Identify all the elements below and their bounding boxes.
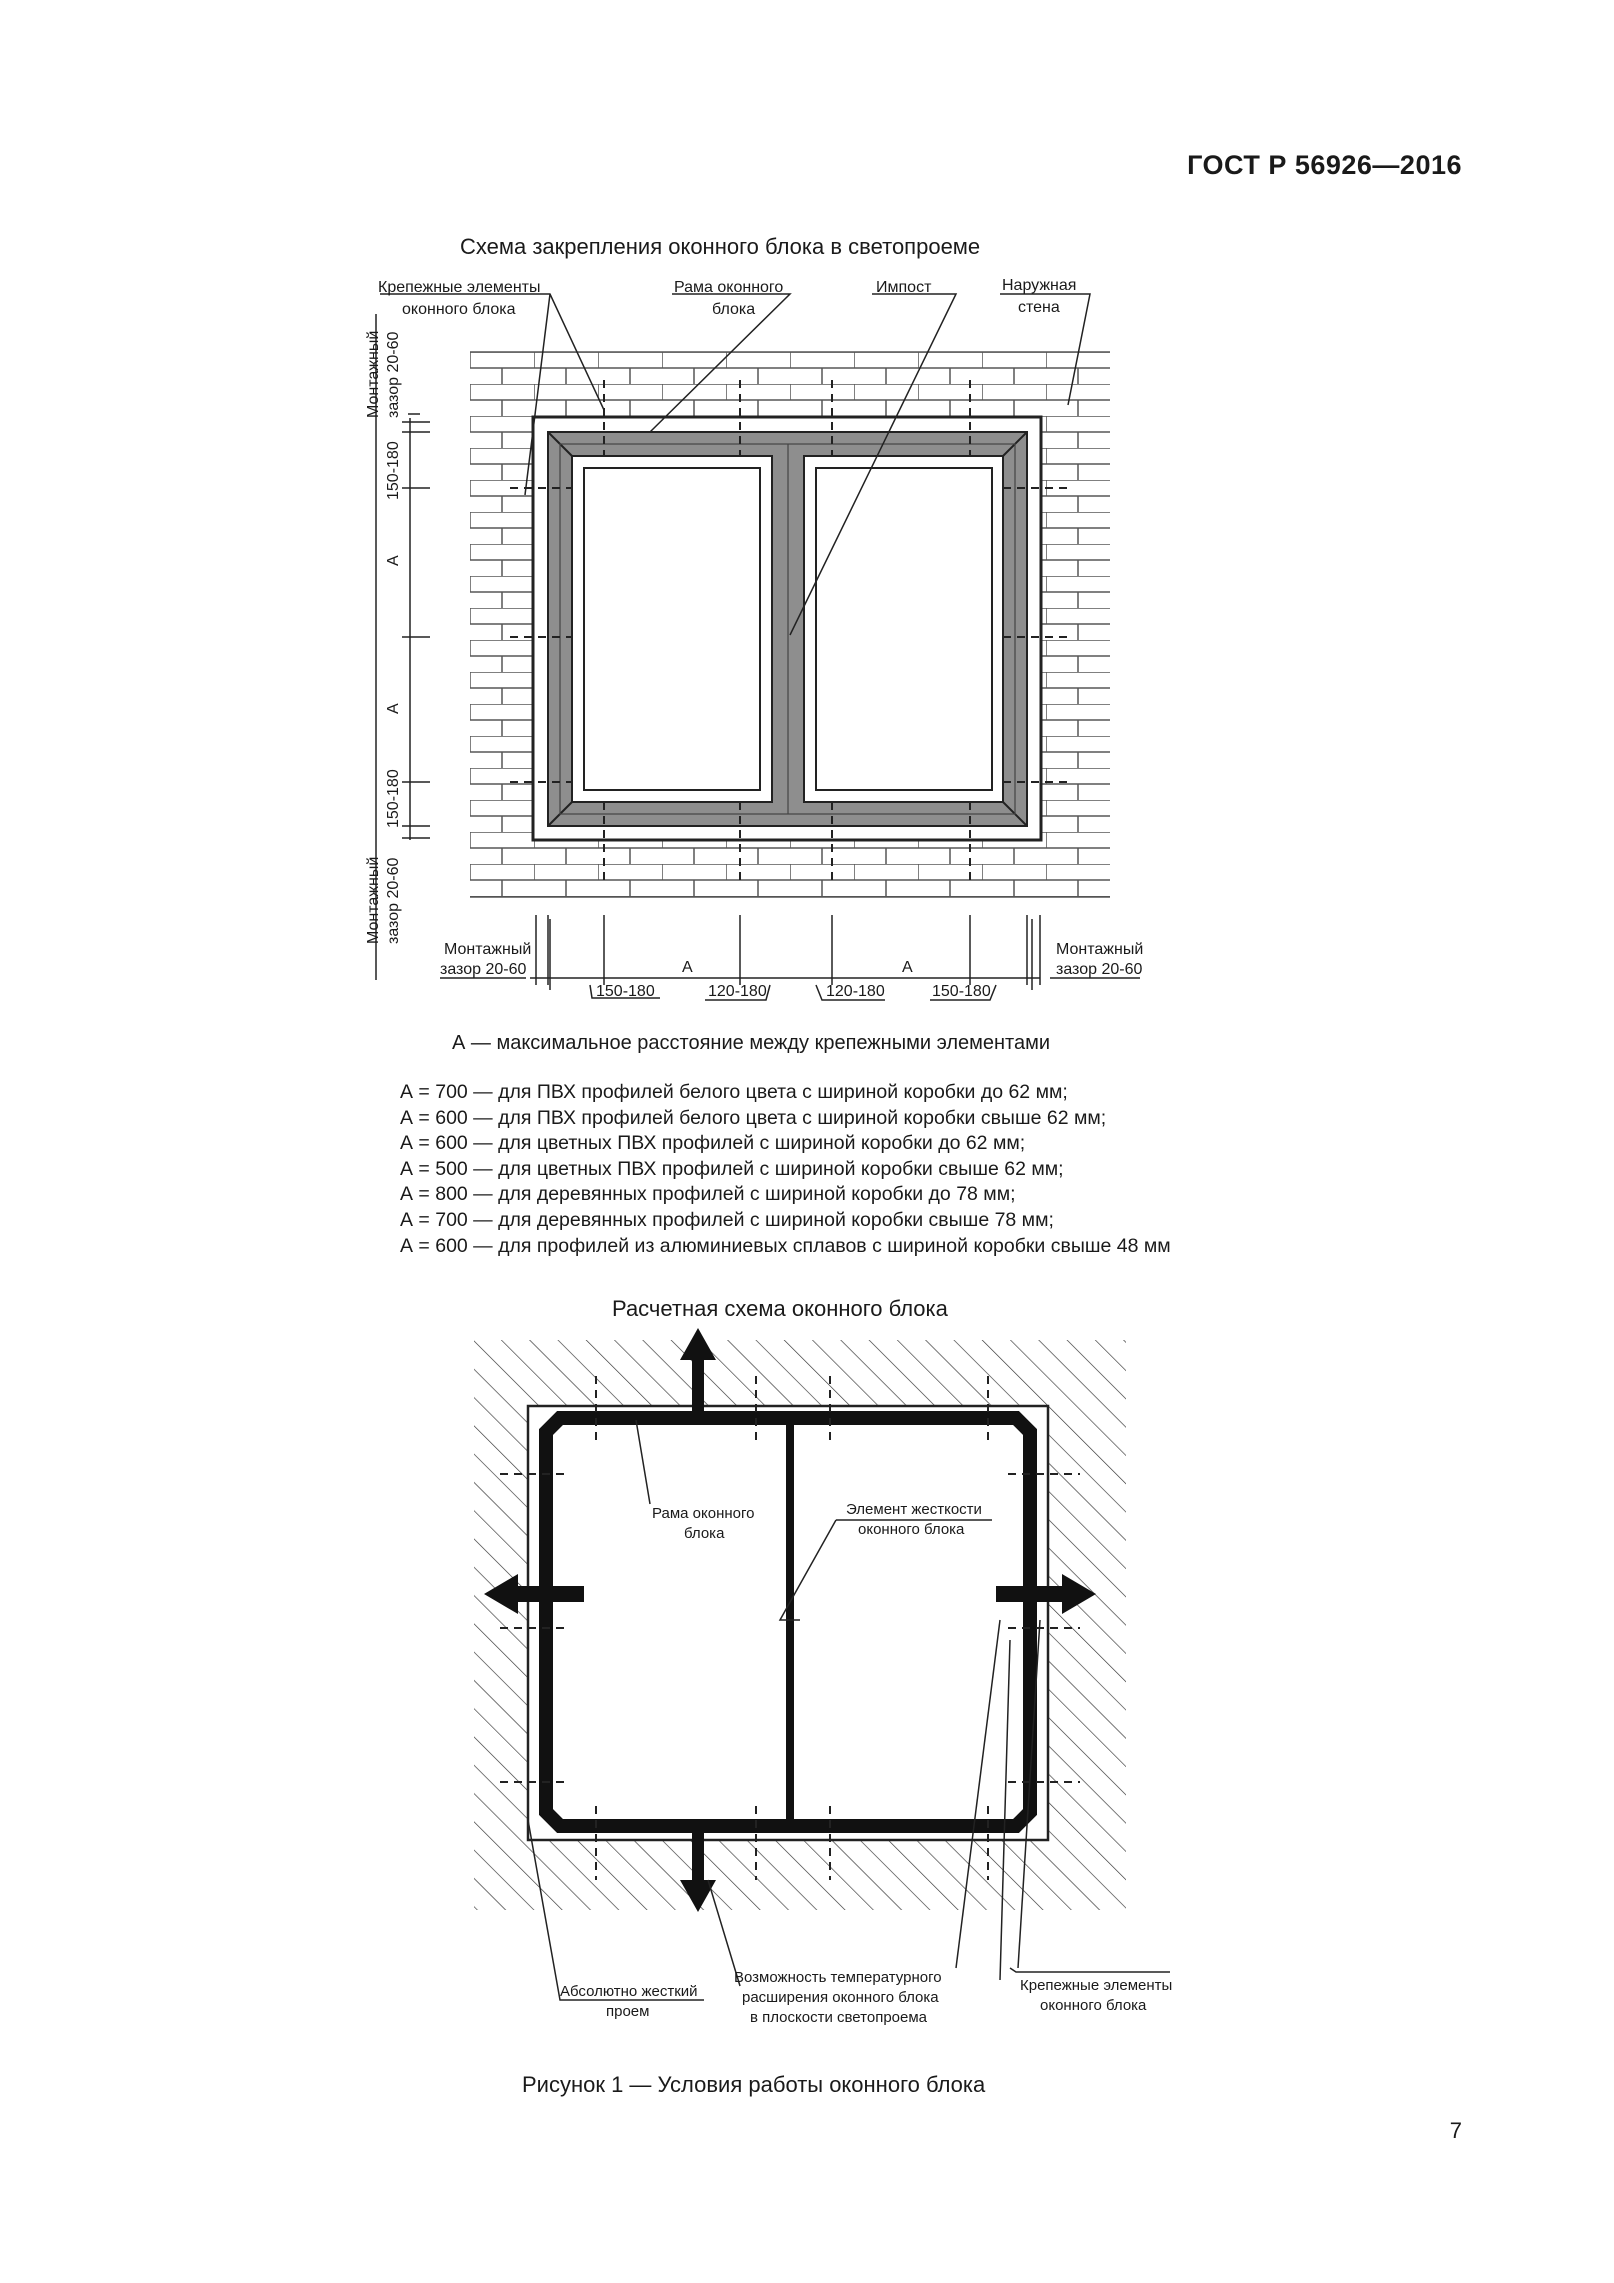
vertical-dimensions — [402, 418, 430, 840]
label-fasteners-1: Крепежные элементы — [378, 279, 541, 296]
figure-top-title: Схема закрепления оконного блока в светопроеме — [460, 234, 981, 259]
label-frame-2: блока — [712, 301, 756, 318]
document-header: ГОСТ Р 56926—2016 — [1187, 150, 1462, 180]
list-item: А = 800 — для деревянных профилей с шириной коробки до 78 мм; — [400, 1183, 1016, 1206]
label-gap-top-2: зазор 20-60 — [385, 331, 402, 418]
list-item: А = 700 — для ПВХ профилей белого цвета с шириной коробки до 62 мм; — [400, 1081, 1068, 1103]
label-gap-right-1: Монтажный — [1056, 941, 1144, 958]
label-gap-right-2: зазор 20-60 — [1056, 961, 1143, 978]
label-dim-150-top: 150-180 — [385, 441, 402, 500]
a-values-list — [400, 1080, 1171, 1259]
label-gap-left-2: зазор 20-60 — [440, 961, 527, 978]
label-frame-2: блока — [684, 1525, 725, 1542]
page-number: 7 — [1449, 2118, 1462, 2143]
label-outer-wall-1: Наружная — [1002, 277, 1077, 294]
label-thermal-3: в плоскости светопроема — [750, 2009, 928, 2026]
label-dim-150-bottom: 150-180 — [385, 769, 402, 828]
label-rigid-opening-2: проем — [606, 2003, 650, 2020]
label-fasteners-2: оконного блока — [402, 301, 516, 318]
label-fasteners-1: Крепежные элементы — [1020, 1977, 1173, 1994]
label-frame-1: Рама оконного — [652, 1505, 755, 1522]
label-dim-a-h2: A — [902, 959, 913, 976]
label-dim-120-right: 120-180 — [826, 983, 885, 1000]
label-stiffener-1: Элемент жесткости — [846, 1501, 982, 1518]
label-rigid-opening-1: Абсолютно жесткий — [560, 1983, 698, 2000]
window-fixing-diagram — [0, 0, 1614, 1040]
label-outer-wall-2: стена — [1018, 299, 1060, 316]
label-frame-1: Рама оконного — [674, 279, 784, 296]
label-gap-bottom-2: зазор 20-60 — [385, 857, 402, 944]
label-impost: Импост — [876, 279, 932, 296]
list-item: А = 500 — для цветных ПВХ профилей с шириной коробки свыше 62 мм; — [400, 1157, 1064, 1180]
label-dim-150-left: 150-180 — [596, 983, 655, 1000]
horizontal-dimensions — [530, 915, 1040, 985]
label-dim-a-h1: A — [682, 959, 693, 976]
label-gap-bottom-1: Монтажный — [365, 856, 382, 944]
label-fasteners-2: оконного блока — [1040, 1997, 1147, 2014]
legend-a-definition: А — максимальное расстояние между крепежными элементами — [452, 1032, 1051, 1054]
label-dim-120-left: 120-180 — [708, 983, 767, 1000]
label-dim-a-v1: A — [385, 555, 402, 566]
list-item: А = 700 — для деревянных профилей с шириной коробки свыше 78 мм; — [400, 1208, 1054, 1231]
label-stiffener-2: оконного блока — [858, 1521, 965, 1538]
list-item: А = 600 — для цветных ПВХ профилей с шириной коробки до 62 мм; — [400, 1132, 1026, 1155]
label-dim-150-right: 150-180 — [932, 983, 991, 1000]
label-gap-left-1: Монтажный — [444, 941, 532, 958]
list-item: А = 600 — для ПВХ профилей белого цвета с шириной коробки свыше 62 мм; — [400, 1106, 1107, 1129]
figure-caption: Рисунок 1 — Условия работы оконного блока — [522, 2072, 986, 2097]
label-dim-a-v2: A — [385, 703, 402, 714]
list-item: А = 600 — для профилей из алюминиевых сплавов с шириной коробки свыше 48 мм — [400, 1234, 1171, 1257]
label-thermal-1: Возможность температурного — [734, 1969, 942, 1986]
frame-outline — [546, 1418, 1030, 1826]
label-gap-top-1: Монтажный — [365, 330, 382, 418]
window-calculation-diagram — [0, 1320, 1614, 2040]
label-thermal-2: расширения оконного блока — [742, 1989, 939, 2006]
figure-bottom-title: Расчетная схема оконного блока — [612, 1296, 948, 1321]
